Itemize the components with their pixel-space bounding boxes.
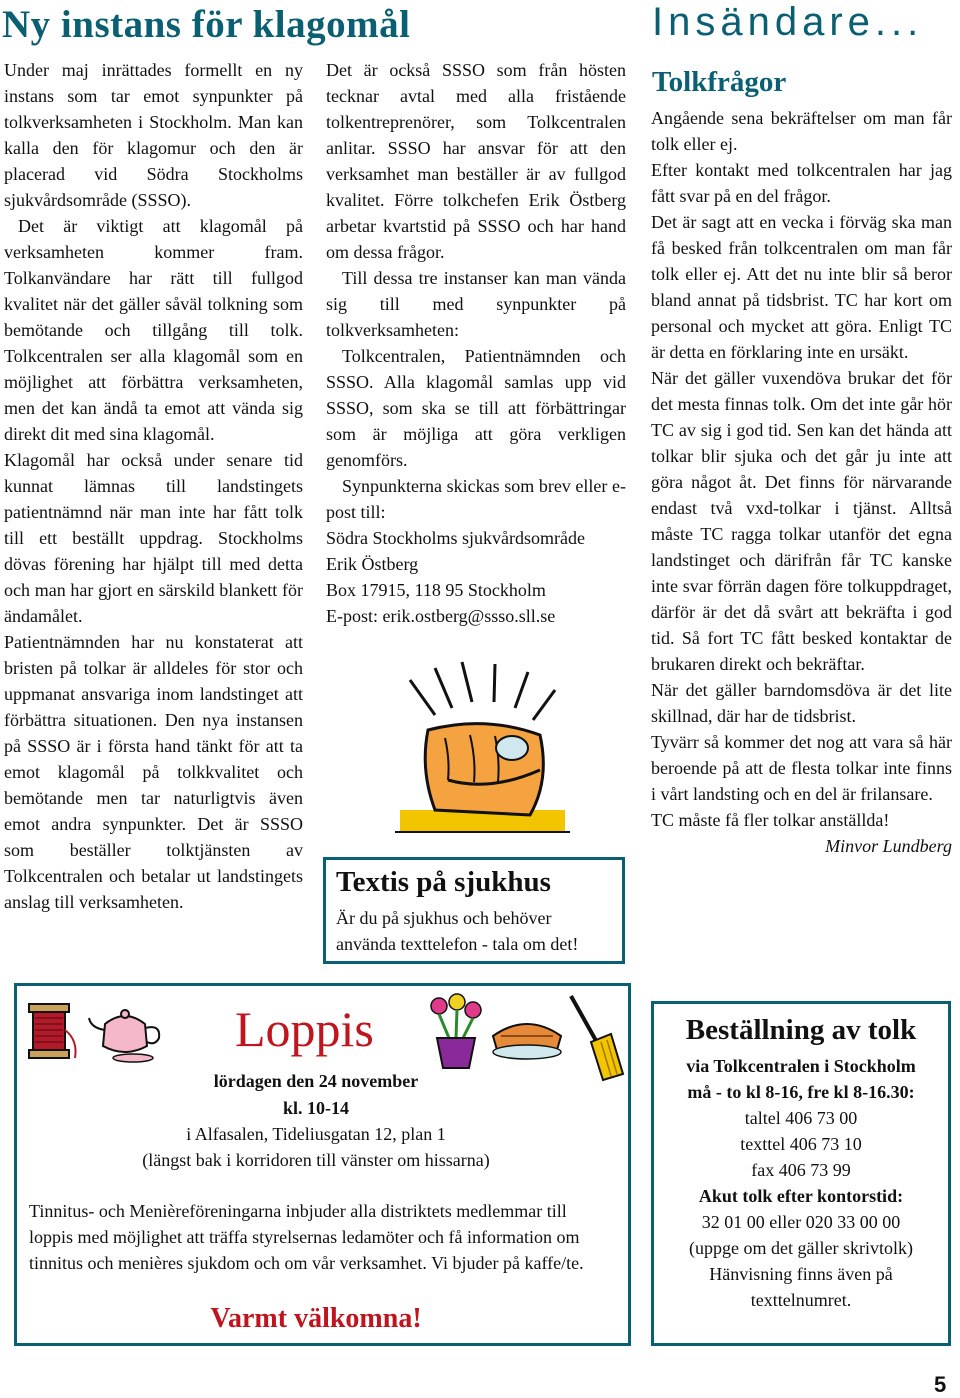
textis-title: Textis på sjukhus	[336, 866, 551, 898]
tolk-order-akut-note: (uppge om det gäller skrivtolk)	[689, 1238, 913, 1258]
address-line: Södra Stockholms sjukvårdsområde	[326, 528, 585, 548]
tolk-order-hours: må - to kl 8-16, fre kl 8-16.30:	[687, 1082, 915, 1102]
address-line: Box 17915, 118 95 Stockholm	[326, 580, 546, 600]
loppis-date: lördagen den 24 november	[213, 1071, 419, 1091]
loppis-title: Loppis	[235, 1001, 374, 1057]
tolk-order-via: via Tolkcentralen i Stockholm	[686, 1056, 916, 1076]
loppis-place: i Alfasalen, Tideliusgatan 12, plan 1	[186, 1124, 446, 1144]
email-address: E-post: erik.ostberg@ssso.sll.se	[326, 606, 556, 626]
tolk-order-title: Beställning av tolk	[685, 1014, 917, 1046]
tolk-order-fax: fax 406 73 99	[751, 1160, 851, 1180]
textis-notice-box	[323, 857, 625, 964]
paragraph: Tolkcentralen, Patientnämnden och SSSO. Alla klagomål samlas upp vid SSSO, som ska se till att förbättringar som är möjliga att göra verkligen genomförs.	[326, 346, 626, 470]
tolk-order-hanvisning: Hänvisning finns även på	[709, 1264, 893, 1284]
article-title: Ny instans för klagomål	[2, 3, 411, 46]
insandare-column	[651, 105, 952, 859]
paragraph: Det är sagt att en vecka i förväg ska man få besked från tolkcentralen om man får tolk eller ej. Att det nu inte blir så beror bland annat på tidsbrist. TC har kort om personal och mycket att göra. Enligt TC är detta en förklaring inte en ursäkt.	[651, 212, 952, 362]
tolk-order-taltel: taltel 406 73 00	[744, 1108, 858, 1128]
loppis-announcement-box	[14, 983, 631, 1346]
fist-illustration	[390, 660, 575, 855]
pie-icon	[487, 1006, 567, 1066]
thread-spool-icon	[23, 1000, 83, 1064]
article-column-1	[4, 57, 303, 915]
loppis-welcome: Varmt välkomna!	[210, 1303, 422, 1334]
paragraph: Patientnämnden har nu konstaterat att bristen på tolkar är alldeles för stor och uppmanat ansvariga inom landstinget att förbättra situationen. Den nya instansen på SSSO är i första hand tänkt för att ta emot klagomål på tolkkvalitet och bemötande men tar naturligtvis även emot andra synpunkter. Det är SSSO som beställer tolktjänsten av Tolkcentralen och betalar ut landstingets anslag till verksamheten.	[4, 632, 303, 912]
loppis-place-note: (längst bak i korridoren till vänster om hissarna)	[142, 1150, 490, 1170]
paragraph: Under maj inrättades formellt en ny instans som tar emot synpunkter på tolkverksamheten i Stockholm. Man kan kalla den för klagomur och den är placerad vid Södra Stockholms sjukvårdsområde (SSSO).	[4, 60, 303, 210]
flower-pot-icon	[425, 992, 487, 1072]
paragraph: TC måste få fler tolkar anställda!	[651, 810, 890, 830]
tolk-order-akut: Akut tolk efter kontorstid:	[698, 1186, 904, 1206]
loppis-time: kl. 10-14	[282, 1098, 349, 1118]
textis-body: Är du på sjukhus och behöver använda texttelefon - tala om det!	[336, 908, 579, 954]
paragraph: Till dessa tre instanser kan man vända sig till med synpunkter på tolkverksamheten:	[326, 268, 626, 340]
loppis-body: Tinnitus- och Menièreföreningarna inbjuder alla distriktets medlemmar till loppis med möjlighet att träffa styrelsernas ledamöter och få information om tinnitus och menières sjukdom och om vår verksamhet. Vi bjuder på kaffe/te.	[29, 1201, 584, 1273]
insandare-subheading: Tolkfrågor	[652, 66, 787, 98]
article-column-2	[326, 57, 626, 629]
tolk-order-texttel: texttel 406 73 10	[740, 1134, 862, 1154]
paragraph: När det gäller barndomsdöva är det lite skillnad, där har de tidsbrist.	[651, 680, 952, 726]
signature: Minvor Lundberg	[825, 836, 952, 856]
teapot-icon	[85, 994, 165, 1066]
paragraph: Det är viktigt att klagomål på verksamheten kommer fram. Tolkanvändare har rätt till fullgod kvalitet när det gäller såväl tolkning som bemötande och tillgång till tolk. Tolkcentralen ser alla klagomål som en möjlighet att förbättra verksamheten, men det kan ändå ta emot att vända sig direkt dit med sina klagomål.	[4, 216, 303, 444]
tolk-order-box	[651, 1001, 951, 1346]
paragraph: När det gäller vuxendöva brukar det för det mesta finnas tolk. Om det inte går hör TC av sig i god tid. Sen kan det hända att tolkar blir sjuka och det går ju inte att göra något åt. Det finns för närvarande endast två vxd-tolkar i tjänst. Alltså måste TC ragga tolkar utanför det egna landstinget och därifrån får TC kanske inte svar förrän dagen före tolkuppdraget, därför är det då svårt att bekräfta i god tid. Så fort TC fått besked kontaktar de brukaren direkt och bekräftar.	[651, 368, 952, 674]
paragraph: Angående sena bekräftelser om man får tolk eller ej.	[651, 108, 952, 154]
paragraph: Efter kontakt med tolkcentralen har jag fått svar på en del frågor.	[651, 160, 952, 206]
paragraph: Det är också SSSO som från hösten tecknar avtal med alla fristående tolkentreprenörer, som Tolkcentralen anlitar. SSSO har ansvar för att den verksamhet man beställer är av fullgod kvalitet. Förre tolkchefen Erik Östberg arbetar kvartstid på SSSO och har hand om dessa frågor.	[326, 60, 626, 262]
paragraph: Tyvärr så kommer det nog att vara så här beroende på att de flesta tolkar inte finns i vårt landsting och en del är frilansare.	[651, 732, 952, 804]
tolk-order-hanvisning-2: texttelnumret.	[750, 1290, 852, 1310]
insandare-heading: Insändare...	[652, 0, 924, 44]
tolk-order-akut-number: 32 01 00 eller 020 33 00 00	[701, 1212, 901, 1232]
address-line: Erik Östberg	[326, 554, 419, 574]
paragraph: Synpunkterna skickas som brev eller e-post till:	[326, 476, 626, 522]
page-number: 5	[934, 1372, 947, 1397]
paragraph: Klagomål har också under senare tid kunnat lämnas till landstingets patientnämnd när man inte har fått tolk till ett beställt uppdrag. Stockholms dövas förening har hjälpt till med detta och man har gjort en särskild blankett för ändamålet.	[4, 450, 303, 626]
